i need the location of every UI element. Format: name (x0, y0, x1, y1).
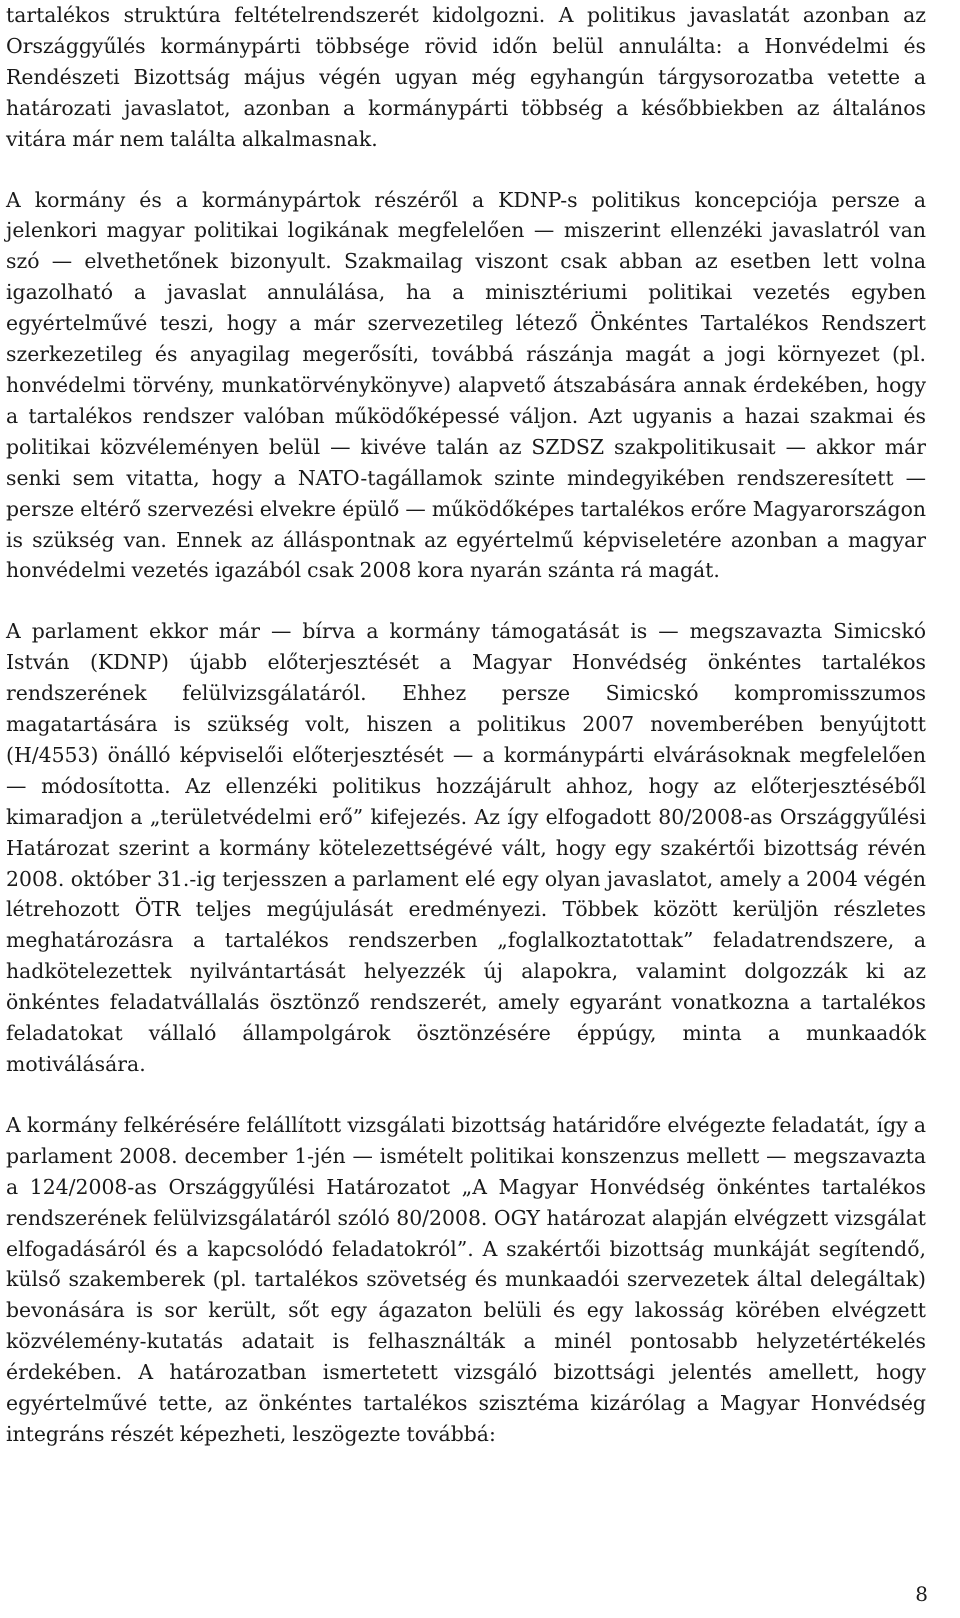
paragraph-3: A parlament ekkor már — bírva a kormány támogatását is — megszavazta Simicskó István (KDNP) újabb előterjesztését a Magyar Honvédség önkéntes tartalékos rendszerének felülvizsgálatáról. Ehhez persze Simicskó kompromisszumos magatartására is szükség volt, hiszen a politikus 2007 novemberében benyújtott (H/4553) önálló képviselői előterjesztését — a kormánypárti elvárásoknak megfelelően — módosította. Az ellenzéki politikus hozzájárult ahhoz, hogy az előterjesztéséből kimaradjon a „területvédelmi erő” kifejezés. Az így elfogadott 80/2008-as Országgyűlési Határozat szerint a kormány kötelezettségévé vált, hogy egy szakértői bizottság révén 2008. október 31.-ig terjesszen a parlament elé egy olyan javaslatot, amely a 2004 végén létrehozott ÖTR teljes megújulását eredményezi. Többek között kerüljön részletes meghatározásra a tartalékos rendszerben „foglalkoztatottak” feladatrendszere, a hadkötelezettek nyilvántartását helyezzék új alapokra, valamint dolgozzák ki az önkéntes feladatvállalás ösztönző rendszerét, amely egyaránt vonatkozna a tartalékos feladatokat vállaló állampolgárok ösztönzésére éppúgy, minta a munkaadók motiválására. (6, 619, 926, 1076)
document-page (6, 0, 926, 1450)
page-number: 8 (915, 1582, 928, 1606)
paragraph-1: tartalékos struktúra feltételrendszerét kidolgozni. A politikus javaslatát azonban az Országgyűlés kormánypárti többsége rövid időn belül annulálta: a Honvédelmi és Rendészeti Bizottság május végén ugyan még egyhangún tárgysorozatba vetette a határozati javaslatot, azonban a kormánypárti többség a későbbiekben az általános vitára már nem találta alkalmasnak. (6, 3, 926, 151)
paragraph-2: A kormány és a kormánypártok részéről a KDNP-s politikus koncepciója persze a jelenkori magyar politikai logikának megfelelően — miszerint ellenzéki javaslatról van szó — elvethetőnek bizonyult. Szakmailag viszont csak abban az esetben lett volna igazolható a javaslat annulálása, ha a minisztériumi politikai vezetés egyben egyértelművé teszi, hogy a már szervezetileg létező Önkéntes Tartalékos Rendszert szerkezetileg és anyagilag megerősíti, továbbá rászánja magát a jogi környezet (pl. honvédelmi törvény, munkatörvénykönyve) alapvető átszabására annak érdekében, hogy a tartalékos rendszer valóban működőképessé váljon. Azt ugyanis a hazai szakmai és politikai közvéleményen belül — kivéve talán az SZDSZ szakpolitikusait — akkor már senki sem vitatta, hogy a NATO-tagállamok szinte mindegyikében rendszeresített — persze eltérő szervezési elvekre épülő — működőképes tartalékos erőre Magyarországon is szükség van. Ennek az álláspontnak az egyértelmű képviseletére azonban a magyar honvédelmi vezetés igazából csak 2008 kora nyarán szánta rá magát. (6, 187, 926, 583)
paragraph-4: A kormány felkérésére felállított vizsgálati bizottság határidőre elvégezte feladatát, így a parlament 2008. december 1-jén — ismételt politikai konszenzus mellett — megszavazta a 124/2008-as Országgyűlési Határozatot „A Magyar Honvédség önkéntes tartalékos rendszerének felülvizsgálatáról szóló 80/2008. OGY határozat alapján elvégzett vizsgálat elfogadásáról és a kapcsolódó feladatokról”. A szakértői bizottság munkáját segítendő, külső szakemberek (pl. tartalékos szövetség és munkaadói szervezetek által delegáltak) bevonására is sor került, sőt egy ágazaton belüli és egy lakosság körében elvégzett közvélemény-kutatás adatait is felhasználták a minél pontosabb helyzetértékelés érdekében. A határozatban ismertetett vizsgáló bizottsági jelentés amellett, hogy egyértelművé tette, az önkéntes tartalékos szisztéma kizárólag a Magyar Honvédség integráns részét képezheti, leszögezte továbbá: (6, 1112, 926, 1446)
